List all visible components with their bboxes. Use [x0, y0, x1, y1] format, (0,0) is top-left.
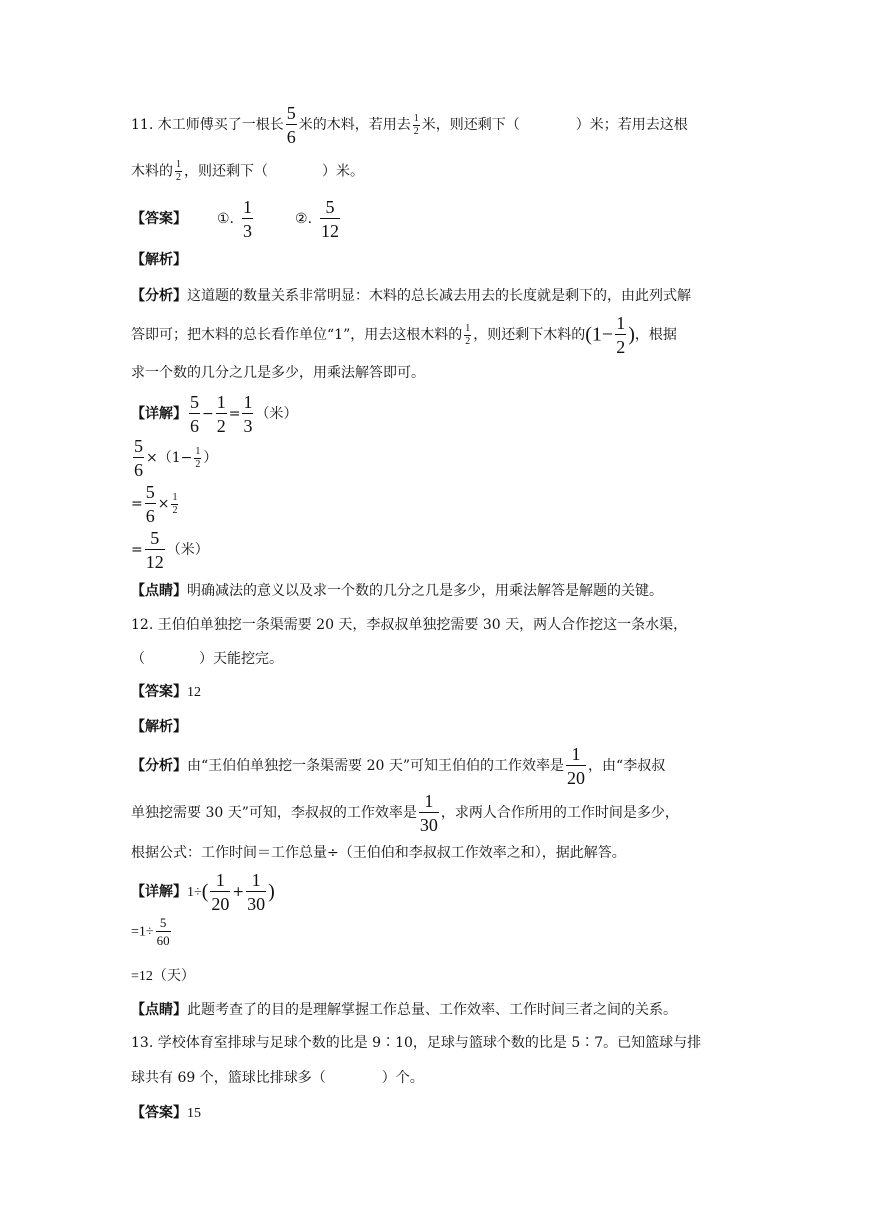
fenxi-text: ，由“李叔叔 [588, 758, 666, 774]
q11-stem-text: ）米。 [322, 163, 364, 180]
q12-step-1 [131, 871, 275, 913]
q11-stem-text: 木料的 [131, 163, 173, 180]
fraction-half: $\frac{1}{2}$ [172, 491, 178, 516]
fenxi-text: 求一个数的几分之几是多少，用乘法解答即可。 [131, 365, 425, 381]
q11-jiexi [131, 249, 187, 269]
expr-minus: − [601, 323, 614, 346]
q13-stem-text: ）个。 [381, 1070, 424, 1086]
expr-paren-close: ) [628, 323, 635, 346]
q12-stem-text: （ [131, 651, 145, 667]
fraction-5-6: $\frac{5}{6}$ [134, 436, 143, 480]
q12-stem-text: ）天能挖完。 [199, 651, 283, 667]
fenxi-text: 根据公式：工作时间＝工作总量÷（王伯伯和李叔叔工作效率之和），据此解答。 [131, 845, 626, 861]
fraction-1-30: $\frac{1}{30}$ [247, 870, 266, 914]
q13-stem-line-1 [131, 1032, 701, 1052]
answer-marker-1: ①. [217, 211, 235, 227]
q11-fenxi-line-2 [131, 314, 677, 356]
fraction-half: $\frac{1}{2}$ [176, 159, 181, 183]
fraction-used-length: $\frac{1}{2}$ [413, 112, 419, 137]
dianjing-text: 此题考查了的目的是理解掌握工作总量、工作效率、工作时间三者之间的关系。 [187, 1002, 677, 1018]
paren-close: ) [268, 880, 275, 903]
paren-close: ） [203, 450, 218, 466]
fenxi-text: 答即可；把木料的总长看作单位“1”，用去这根木料的 [131, 327, 463, 343]
fraction-5-60: $\frac{5}{60}$ [156, 915, 170, 948]
q13-stem-text: 球共有 69 个，篮球比排球多（ [131, 1070, 326, 1086]
q11-answer-line [131, 198, 342, 240]
answer-label: 【答案】 [131, 1105, 187, 1121]
fraction-1-3: $\frac{1}{3}$ [243, 392, 253, 436]
q12-answer-line [131, 681, 201, 701]
q13-stem-line-2 [131, 1067, 424, 1087]
answer-marker-2: ②. [295, 211, 313, 227]
q11-fenxi-line-1 [131, 285, 691, 305]
q13-answer-line [131, 1102, 201, 1122]
q11-stem-line-2 [131, 160, 364, 183]
fenxi-text: 由“王伯伯单独挖一条渠需要 20 天”可知王伯伯的工作效率是 [187, 758, 565, 774]
dianjing-text: 明确减法的意义以及求一个数的几分之几是多少，用乘法解答是解题的关键。 [187, 583, 663, 599]
q13-stem-text: 13. 学校体育室排球与足球个数的比是 9∶10，足球与篮球个数的比是 5∶7。已知篮球与排 [131, 1035, 702, 1051]
fraction-1-20: $\frac{1}{20}$ [567, 744, 586, 788]
expr-text: =1÷ [131, 924, 154, 940]
fraction-5-6: $\frac{5}{6}$ [190, 392, 199, 436]
q11-stem-text: ）米；若用去这根 [575, 117, 688, 133]
fenxi-text: 单独挖需要 30 天”可知，李叔叔的工作效率是 [131, 805, 417, 821]
q11-stem-text: 米，则还剩下（ [421, 117, 520, 133]
q12-fenxi-line-1 [131, 745, 665, 787]
answer-label: 【答案】 [131, 684, 187, 700]
equals-sign: = [228, 406, 241, 422]
q11-stem-text: 11. 木工师傅买了一根长 [131, 117, 284, 133]
answer-label: 【答案】 [131, 211, 187, 227]
plus-sign: + [232, 884, 245, 900]
fenxi-text: ，根据 [634, 327, 677, 343]
analysis-label: 【解析】 [131, 719, 187, 735]
unit-text: （米） [255, 406, 298, 422]
answer-value: 15 [187, 1106, 201, 1121]
dianjing-label: 【点睛】 [131, 1002, 187, 1018]
q12-jiexi [131, 716, 187, 736]
q11-step-3 [131, 483, 180, 525]
q12-step-2 [131, 916, 173, 947]
q11-fenxi-line-3 [131, 362, 425, 382]
times-expr: ×（1− [146, 450, 193, 466]
answer-value: 12 [187, 685, 201, 700]
fraction-half-expr: $\frac{1}{2}$ [616, 313, 626, 357]
q11-stem-text: ，则还剩下（ [184, 163, 268, 180]
fraction-total-length: $\frac{5}{6}$ [286, 103, 296, 147]
xiangjie-label: 【详解】 [131, 884, 187, 900]
fenxi-label: 【分析】 [131, 288, 187, 304]
q12-stem-line-1 [131, 614, 687, 634]
q12-dianjing [131, 999, 677, 1019]
q11-dianjing [131, 580, 663, 600]
dianjing-label: 【点睛】 [131, 583, 187, 599]
equals-sign: = [131, 496, 143, 512]
q12-fenxi-line-2 [131, 792, 679, 834]
q11-step-4 [131, 529, 209, 571]
fraction-1-20: $\frac{1}{20}$ [211, 870, 230, 914]
q12-stem-text: 12. 王伯伯单独挖一条渠需要 20 天，李叔叔单独挖需要 30 天，两人合作挖这一条水渠， [131, 617, 688, 633]
expr-text: 1÷ [187, 885, 202, 900]
expr-text: =12（天） [131, 969, 195, 984]
q11-stem-text: 米的木料，若用去 [298, 117, 411, 133]
fraction-answer-1: $\frac{1}{3}$ [243, 197, 253, 241]
fraction-1-30: $\frac{1}{30}$ [419, 791, 438, 835]
q12-step-3 [131, 965, 195, 985]
fenxi-text: 这道题的数量关系非常明显：木料的总长减去用去的长度就是剩下的，由此列式解 [187, 288, 691, 304]
fraction-1-2: $\frac{1}{2}$ [216, 392, 226, 436]
minus-sign: − [202, 406, 214, 422]
xiangjie-label: 【详解】 [131, 406, 187, 422]
paren-open: ( [201, 880, 209, 903]
expr-paren-open: (1 [585, 323, 602, 346]
q11-step-1 [131, 393, 297, 435]
times-sign: × [157, 496, 170, 512]
analysis-label: 【解析】 [131, 252, 187, 268]
q11-step-2 [131, 437, 217, 479]
q12-fenxi-line-3 [131, 842, 626, 862]
unit-text: （米） [166, 542, 209, 558]
fraction-5-12: $\frac{5}{12}$ [145, 528, 164, 572]
fenxi-text: ，求两人合作所用的工作时间是多少， [440, 805, 679, 821]
fraction-half: $\frac{1}{2}$ [465, 322, 471, 347]
fenxi-text: ，则还剩下木料的 [473, 327, 586, 343]
fraction-5-6: $\frac{5}{6}$ [145, 482, 155, 526]
q12-stem-line-2 [131, 648, 283, 668]
fraction-half: $\frac{1}{2}$ [195, 445, 201, 470]
fenxi-label: 【分析】 [131, 758, 187, 774]
equals-sign: = [131, 542, 143, 558]
q11-stem-line-1 [131, 104, 688, 146]
fraction-answer-2: $\frac{5}{12}$ [321, 197, 340, 241]
